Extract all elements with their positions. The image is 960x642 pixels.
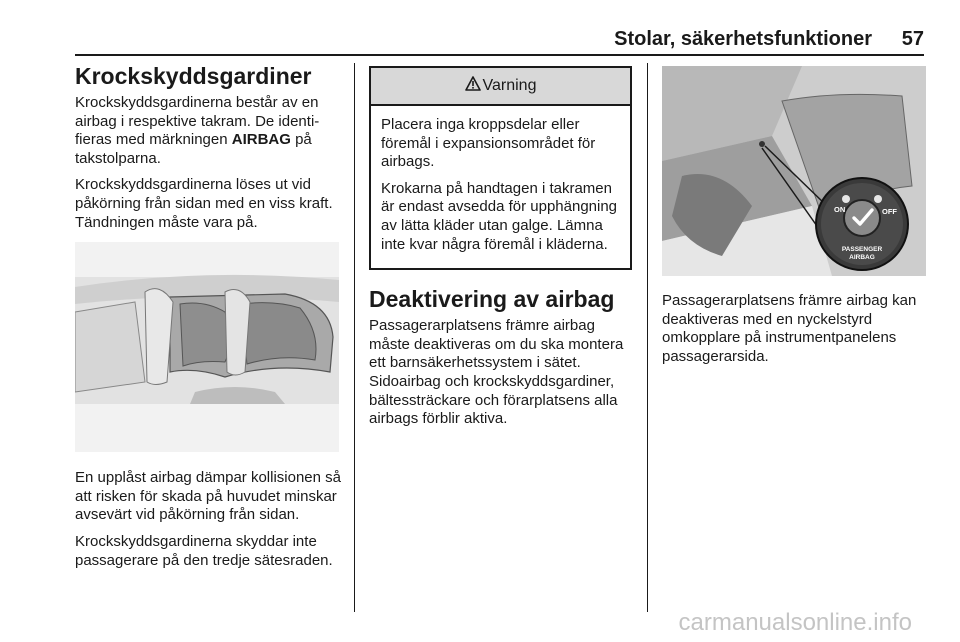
- section-heading-curtain-airbags: Krockskyddsgardiner: [75, 63, 312, 89]
- warning-body: [371, 106, 630, 268]
- paragraph-curtain-effect: En upplåst airbag dämpar kollisionen så att risken för skada på huvudet minskar avsevärt vid påkörning från sidan.: [75, 469, 341, 524]
- airbag-switch-illustration: [662, 66, 926, 276]
- airbag-switch-drawing: [662, 66, 926, 276]
- curtain-airbag-drawing: [75, 242, 339, 452]
- warning-title: Varning: [482, 76, 537, 94]
- watermark: carmanualsonline.info: [678, 609, 912, 636]
- column-3: [662, 66, 928, 374]
- header-divider: [75, 54, 924, 56]
- warning-header: [371, 68, 630, 106]
- warning-triangle-icon: [465, 76, 481, 97]
- paragraph-curtain-deploy: Krockskyddsgardinerna löses ut vid påkörning från sidan med en viss kraft. Tändningen måste vara på.: [75, 176, 333, 231]
- paragraph-curtain-intro: [75, 94, 347, 168]
- page-number: 57: [901, 28, 924, 50]
- column-divider-2: [647, 63, 648, 612]
- airbag-off-icon: [874, 195, 882, 203]
- warning-paragraph-1: Placera inga kroppsdelar eller föremål i expansionsområdet för airbags.: [381, 116, 596, 171]
- airbag-on-icon: [842, 195, 850, 203]
- text-run: Krockskyddsgardinerna består av en airbag i respektive takram. De identifieras med märkningen: [75, 94, 320, 149]
- warning-box: [369, 66, 632, 270]
- switch-passenger-label: PASSENGER: [841, 246, 883, 253]
- paragraph-switch-location: Passagerarplatsens främre airbag kan deaktiveras med en nyckelstyrd omkopplare på instrumentpanelens passagerarsida.: [662, 292, 917, 365]
- text-run: på takstolparna.: [75, 131, 312, 167]
- column-1: [75, 62, 347, 578]
- page-header-title: Stolar, säkerhetsfunktioner: [614, 28, 872, 50]
- warning-paragraph-2: Krokarna på handtagen i takramen är endast avsedda för upphängning av lätta kläder utan galge. Lämna inte kvar några föremål i kläderna.: [381, 179, 618, 253]
- paragraph-deactivation: Passagerarplatsens främre airbag måste deaktiveras om du ska montera ett barnsäkerhetssystem i sätet. Sidoairbag och krockskyddsgardiner, bältessträckare och förarplatsens alla airbags förblir aktiva.: [369, 317, 624, 428]
- switch-off-label: OFF: [882, 207, 897, 216]
- curtain-airbag-illustration: [75, 242, 339, 452]
- switch-on-label: ON: [834, 205, 846, 214]
- column-divider-1: [354, 63, 355, 612]
- switch-airbag-label: AIRBAG: [849, 254, 875, 261]
- airbag-marking-text: AIRBAG: [231, 131, 291, 149]
- paragraph-third-row: Krockskyddsgardinerna skyddar inte passagerare på den tredje sätesraden.: [75, 532, 333, 569]
- section-heading-airbag-deactivation: Deaktivering av airbag: [369, 286, 615, 313]
- column-2: [369, 66, 632, 437]
